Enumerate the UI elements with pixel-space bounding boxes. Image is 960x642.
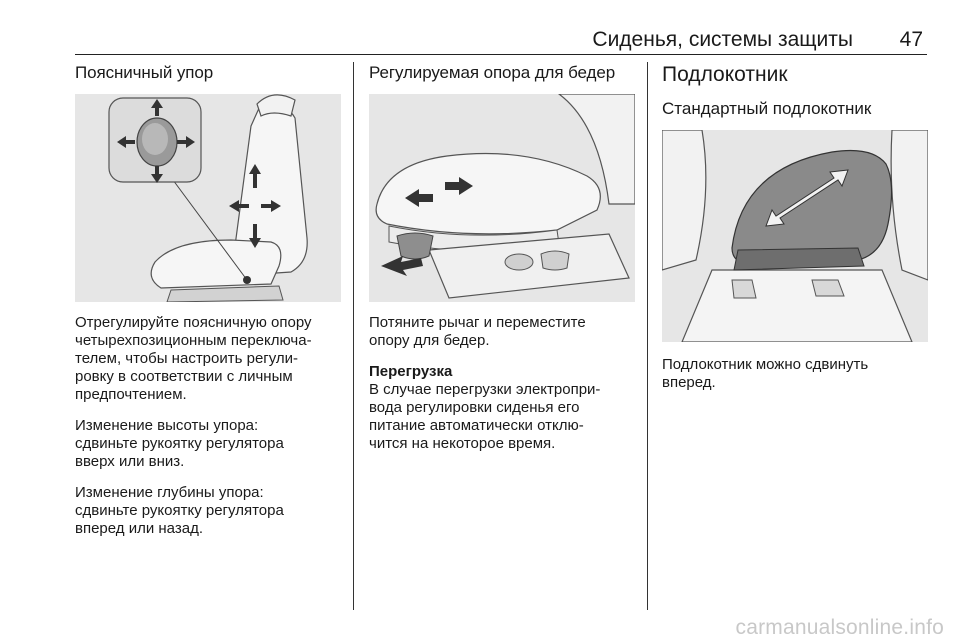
text-line: четырехпозиционным переключа- (75, 332, 312, 349)
lumbar-support-illustration (75, 94, 341, 302)
watermark: carmanualsonline.info (735, 616, 944, 639)
overload-heading: Перегрузка (369, 363, 453, 380)
text-line: В случае перегрузки электропри- (369, 381, 601, 398)
text-line: питание автоматически отклю- (369, 417, 584, 434)
column-divider (647, 62, 648, 610)
column-divider (353, 62, 354, 610)
text-line: чится на некоторое время. (369, 435, 556, 452)
section-thigh-support (369, 62, 635, 453)
section-title: Подлокотник (662, 63, 788, 86)
text-line: предпочтением. (75, 386, 187, 403)
paragraph (75, 484, 341, 538)
text-line: телем, чтобы настроить регули- (75, 350, 299, 367)
text-line: Подлокотник можно сдвинуть (662, 356, 869, 373)
section-armrest (662, 62, 928, 392)
text-line: Потяните рычаг и переместите (369, 314, 586, 331)
page-header (75, 26, 927, 52)
text-line: ровку в соответствии с личным (75, 368, 293, 385)
armrest-illustration (662, 130, 928, 342)
text-line: вперед или назад. (75, 520, 203, 537)
text-line: вверх или вниз. (75, 453, 185, 470)
text-line: опору для бедер. (369, 332, 490, 349)
text-line: сдвиньте рукоятку регулятора (75, 502, 284, 519)
section-heading: Регулируемая опора для бедер (369, 63, 616, 82)
paragraph (75, 417, 341, 471)
text-line: Изменение глубины упора: (75, 484, 264, 501)
section-subheading: Стандартный подлокотник (662, 99, 872, 118)
section-heading: Поясничный упор (75, 63, 214, 82)
text-line: Изменение высоты упора: (75, 417, 259, 434)
section-lumbar-support (75, 62, 341, 538)
header-rule (75, 54, 927, 55)
text-line: Отрегулируйте поясничную опору (75, 314, 312, 331)
header-title: Сиденья, системы защиты (592, 28, 853, 51)
text-line: вода регулировки сиденья его (369, 399, 580, 416)
text-line: вперед. (662, 374, 716, 391)
text-line: сдвиньте рукоятку регулятора (75, 435, 284, 452)
thigh-support-illustration (369, 94, 635, 302)
paragraph (75, 314, 341, 404)
page-number: 47 (899, 28, 923, 51)
